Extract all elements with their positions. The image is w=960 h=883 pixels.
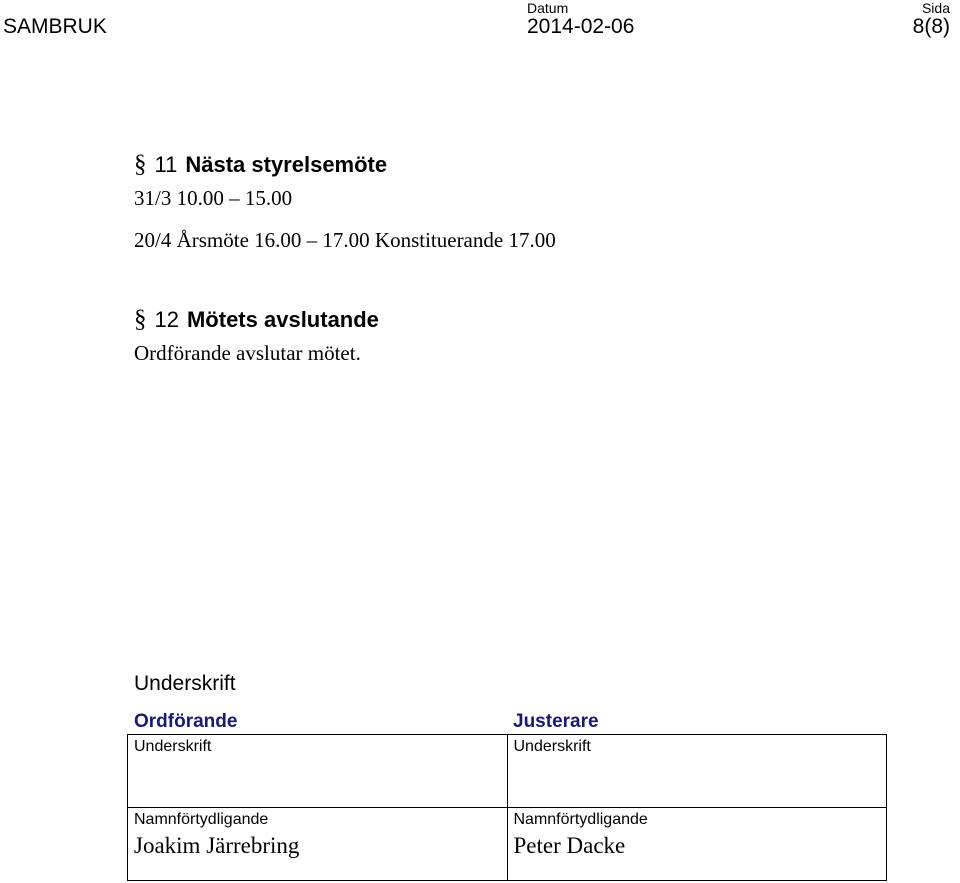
signature-label: Underskrift (134, 738, 212, 755)
adjuster-name: Peter Dacke (513, 833, 626, 858)
adjuster-signature-cell (507, 735, 887, 808)
section-symbol: § (134, 306, 147, 333)
section-title: Nästa styrelsemöte (185, 152, 388, 177)
organization-name: SAMBRUK (3, 15, 107, 38)
signature-label: Underskrift (513, 738, 591, 755)
section-11-line-2: 20/4 Årsmöte 16.00 – 17.00 Konstituerande 17.00 (134, 228, 556, 252)
section-11-line-1: 31/3 10.00 – 15.00 (134, 186, 293, 210)
chairperson-role: Ordförande (134, 711, 238, 732)
name-clarification-label: Namnförtydligande (513, 811, 648, 828)
section-symbol: § (134, 151, 147, 178)
date-value: 2014-02-06 (527, 15, 635, 38)
chairperson-name: Joakim Järrebring (134, 833, 300, 858)
section-12-line-1: Ordförande avslutar mötet. (134, 341, 361, 365)
signature-heading: Underskrift (134, 672, 236, 695)
page-label: Sida (921, 0, 950, 16)
section-number: 12 (154, 307, 179, 332)
section-12-heading (134, 306, 379, 334)
section-title: Mötets avslutande (186, 307, 379, 332)
date-label: Datum (527, 0, 569, 16)
adjuster-role: Justerare (513, 711, 599, 732)
chairperson-signature-cell (128, 735, 508, 808)
adjuster-name-cell (507, 808, 887, 881)
chairperson-name-cell (128, 808, 508, 881)
name-clarification-label: Namnförtydligande (134, 811, 269, 828)
signature-table (127, 734, 887, 881)
section-number: 11 (154, 152, 178, 177)
page-number: 8(8) (912, 15, 950, 38)
section-11-heading (134, 151, 387, 179)
